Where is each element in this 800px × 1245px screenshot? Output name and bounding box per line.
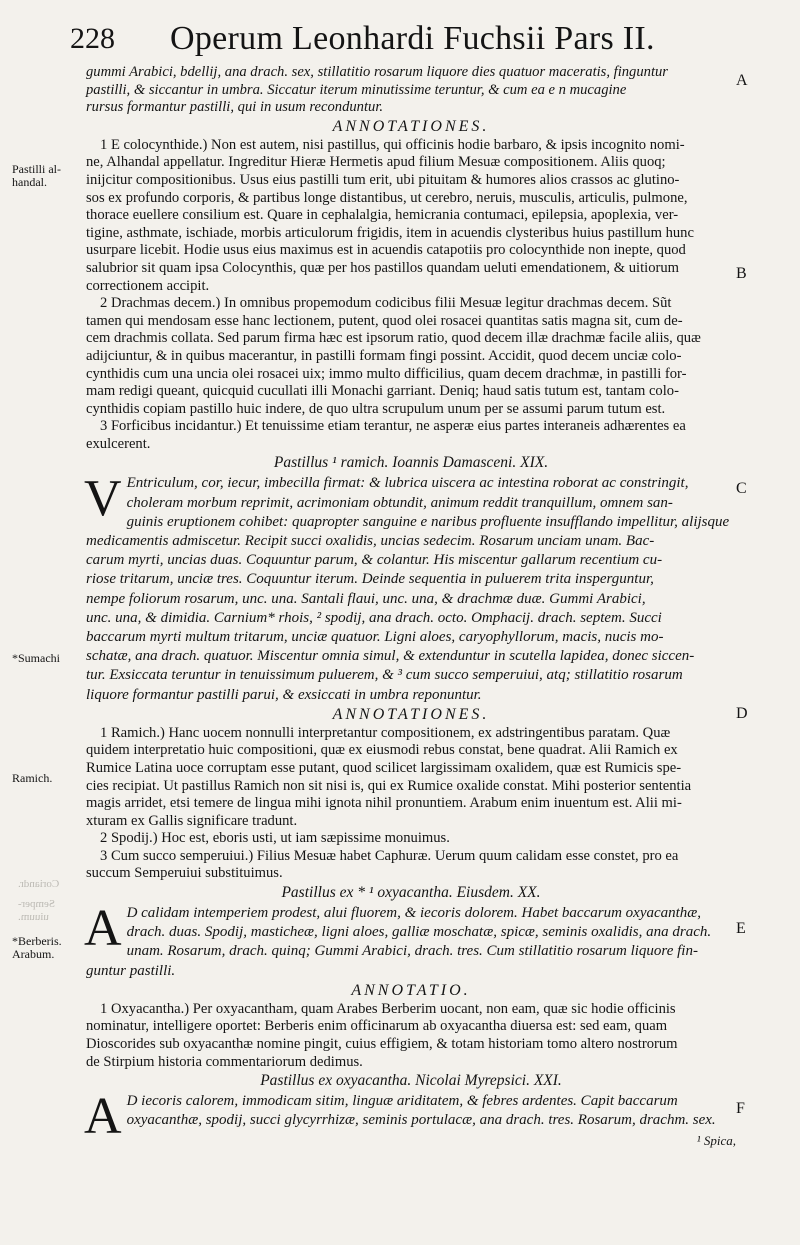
margin-letter-e: E <box>736 920 746 937</box>
text-line: riose tritarum, unciæ tres. Coquuntur iterum. Deinde sequentia in puluerem trita insperguntur, <box>86 571 654 588</box>
text-line: sos ex profundo corporis, & partibus longe distantibus, ut cerebro, neruis, musculis, articulis, pulmone, <box>86 189 688 206</box>
text-line: xturam ex Gallis significare tradunt. <box>86 812 298 829</box>
text-line: Dioscorides sub oxyacanthæ nomine pingit, cuius effigiem, & totam historiam tomo altero nostrorum <box>86 1036 678 1052</box>
text-line: D iecoris calorem, immodicam sitim, linguæ ariditatem, & febres ardentes. Capit baccarum <box>126 1093 678 1110</box>
annotations-section-1 <box>86 117 736 454</box>
text-line: drach. duas. Spodij, masticheæ, ligni aloes, galliæ moschatæ, spicæ, seminis oxalidis, ana drach. <box>126 924 712 941</box>
text-line: 2 Spodij.) Hoc est, eboris usti, ut iam sæpissime monuimus. <box>100 830 450 847</box>
text-line: cies recipiat. Ut pastillus Ramich non sit nisi is, qui ex Rumice oxalide constat. Mihi posterior sententia <box>86 777 692 794</box>
text-line: de Stirpium historia commentariorum dedimus. <box>86 1053 363 1070</box>
margin-letter-b: B <box>736 265 747 282</box>
drop-cap: A <box>84 1088 122 1146</box>
text-line: cynthidis cum una uncia olei rosacei uix; immo multo difficilius, quam decem drachmæ, in pastilli for- <box>86 365 687 382</box>
text-line: medicamentis admiscetur. Recipit succi oxalidis, uncias sedecim. Rosarum unciam unam. Bac- <box>86 533 655 550</box>
text-line: tur. Exsiccata teruntur in tenuissimum puluerem, & ³ cum succo semperuiui, atq; stillatitio rosarum <box>86 667 683 684</box>
text-line: rursus formantur pastilli, qui in usum reconduntur. <box>86 99 384 116</box>
text-line: nominatur, intelligere oportet: Berberis enim officinarum ab oxyacantha diuersa est: sed eam, quam <box>86 1018 668 1035</box>
text-line: succum Semperuiui substituimus. <box>86 865 283 882</box>
recipe-21 <box>86 1071 736 1150</box>
text-line: guinis eruptionem cohibet: quapropter sanguine e naribus profluente insufflando impellitur, alijsque <box>126 513 730 530</box>
margin-note-pastilli: Pastilli al- handal. <box>12 162 61 189</box>
recipe-19 <box>86 453 736 704</box>
recipe-title: Pastillus ex * ¹ oxyacantha. Eiusdem. XX. <box>281 884 541 902</box>
text-line: 1 E colocynthide.) Non est autem, nisi pastillus, qui officinis hodie barbaro, & ipsis incognito nomi- <box>100 136 685 153</box>
text-line: 1 Ramich.) Hanc uocem nonnulli interpretantur compositionem, ex adstringentibus paratam. Quæ <box>100 724 671 741</box>
text-line: thorace euellere consilium est. Quare in cephalalgia, hemicrania contumaci, epilepsia, apoplexia, ver- <box>86 207 679 224</box>
drop-cap: A <box>84 900 122 958</box>
text-line: liquore formantur pastilli parui, & exsiccati in umbra reponuntur. <box>86 686 482 703</box>
text-line: 3 Cum succo semperuiui.) Filius Mesuæ habet Caphuræ. Uerum quum calidam esse constet, pro ea <box>100 847 679 864</box>
text-line: gummi Arabici, bdellij, ana drach. sex, stillatitio rosarum liquore dies quatuor maceratis, finguntur <box>86 64 668 80</box>
text-line: D calidam intemperiem prodest, alui fluorem, & iecoris dolorem. Habet baccarum oxyacanthæ, <box>126 905 702 922</box>
text-line: mam redigi queant, quicquid cucullati illi Monachi garriant. Deniq; haud satis tutum est, tantam colo- <box>86 383 679 400</box>
text-line: guntur pastilli. <box>86 962 176 979</box>
section-heading: ANNOTATIONES. <box>332 117 490 135</box>
text-line: unam. Rosarum, drach. quinq; Gummi Arabici, drach. tres. Cum stillatitio rosarum liquore fin- <box>126 943 698 960</box>
text-line: tamen qui mendosam esse hanc lectionem, putent, quod olei rosacei quantitas satis magna sit, cum de- <box>86 312 683 329</box>
text-line: salubrior sit quam ipsa Colocynthis, quæ per hos pastillos quandam ueluti emendationem, & uitiorum <box>86 259 679 276</box>
margin-note-berberis: *Berberis. Arabum. <box>12 934 62 961</box>
drop-cap: V <box>84 470 122 528</box>
bleed-through-text: Semper- <box>18 898 56 910</box>
running-title: Operum Leonhardi Fuchsii Pars II. <box>170 20 655 57</box>
margin-letter-a: A <box>736 72 748 89</box>
page-body <box>86 64 736 1150</box>
text-line: cem drachmis collata. Sed parum firma hæc est ipsorum ratio, quod decem illæ drachmæ facile aliis, quæ <box>86 330 701 347</box>
text-line: adijciuntur, & in quibus macerantur, in pastilli formam fingi possint. Accidit, quod decem unciæ colo- <box>86 347 682 364</box>
margin-letter-c: C <box>736 480 747 497</box>
text-line: 1 Oxyacantha.) Per oxyacantham, quam Arabes Berberim uocant, non eam, quæ sic hodie officinis <box>100 1000 676 1017</box>
text-line: pastilli, & siccantur in umbra. Siccatur iterum minutissime teruntur, & cum ea e n mucagine <box>86 81 627 98</box>
text-line: exulcerent. <box>86 435 151 452</box>
text-line: baccarum myrti multum tritarum, unciæ quatuor. Ligni aloes, caryophyllorum, macis, nucis mo- <box>86 628 664 645</box>
text-line: oxyacanthæ, spodij, succi glycyrrhizæ, seminis portulacæ, ana drach. tres. Rosarum, drachm. sex. <box>126 1112 716 1129</box>
margin-note-ramich: Ramich. <box>12 771 53 785</box>
text-line: ne, Alhandal appellatur. Ingreditur Hieræ Hermetis apud filium Mesuæ compositionem. Aliis quoq; <box>86 154 666 171</box>
text-line: choleram morbum reprimit, acrimoniam obtundit, animum reddit tranquillum, omnem san- <box>126 494 673 511</box>
annotations-section-3 <box>86 981 736 1071</box>
text-line: tigine, asthmate, ischiade, morbis articulorum frigidis, item in acuendis clysteribus huius pastillum hunc <box>86 224 694 241</box>
text-line: correctionem accipit. <box>86 277 210 294</box>
recipe-title: Pastillus ¹ ramich. Ioannis Damasceni. XIX. <box>273 454 549 472</box>
annotations-section-2 <box>86 705 736 883</box>
text-line: nempe foliorum rosarum, unc. una. Santali flaui, unc. una, & drachmæ duæ. Gummi Arabici, <box>86 590 646 607</box>
page-number: 228 <box>70 22 115 55</box>
text-line: schatæ, ana drach. quatuor. Miscentur omnia simul, & extenduntur in scutella lapidea, donec siccen- <box>86 648 695 665</box>
text-line: 2 Drachmas decem.) In omnibus propemodum codicibus filii Mesuæ legitur drachmas decem. Sũt <box>100 295 672 312</box>
bleed-through-text: Coriandr. <box>18 878 60 890</box>
text-line: quidem interpretatio huic compositioni, quæ ex eiusmodi rebus constat, bene quadrat. Alii Ramich ex <box>86 742 678 759</box>
bleed-through-text: uiuum. <box>18 911 49 923</box>
recipe-title: Pastillus ex oxyacantha. Nicolai Myrepsici. XXI. <box>260 1072 562 1090</box>
text-line: Rumice Latina uoce corruptam esse putant, quod scilicet largissimam oxalidem, quæ est Rumicis spe- <box>86 759 682 776</box>
section-heading: ANNOTATIO. <box>351 981 471 999</box>
text-line: cynthidis copiam pastillo huic indere, de quo ultra scrupulum unum per se assumi parum tutum est. <box>86 400 666 417</box>
text-line: usurpare licebit. Hodie usus eius maximus est in acuendis catapotiis pro colocynthide non inepte, quod <box>86 242 686 259</box>
margin-letter-d: D <box>736 705 748 722</box>
catchword: ¹ Spica, <box>696 1132 736 1148</box>
running-header <box>70 20 730 62</box>
text-line: 3 Forficibus incidantur.) Et tenuissime etiam terantur, ne asperæ eius partes interaneis adhærentes ea <box>100 418 686 435</box>
text-line: Entriculum, cor, iecur, imbecilla firmat: & lubrica uiscera ac intestina roborat ac constringit, <box>126 475 689 492</box>
text-line: magis arridet, etsi temere de lingua mihi ignota nihil pronuntiem. Arabum enim inuentum est. Alii mi- <box>86 795 682 812</box>
text-line: unc. una, & dimidia. Carnium* rhois, ² spodij, ana drach. octo. Omphacij. drach. septem. Succi <box>86 609 662 626</box>
margin-letter-f: F <box>736 1100 745 1117</box>
margin-note-sumachi: *Sumachi <box>12 651 60 665</box>
text-line: inijcitur compositionibus. Usus eius pastilli tum erit, ubi pituitam & humores alios crassos ac glutino- <box>86 171 680 188</box>
recipe-continuation <box>86 64 736 117</box>
text-line: carum myrti, uncias duas. Coquuntur parum, & colantur. His miscentur gallarum recentium cu- <box>86 552 663 569</box>
recipe-20 <box>86 883 736 981</box>
section-heading: ANNOTATIONES. <box>332 705 490 723</box>
